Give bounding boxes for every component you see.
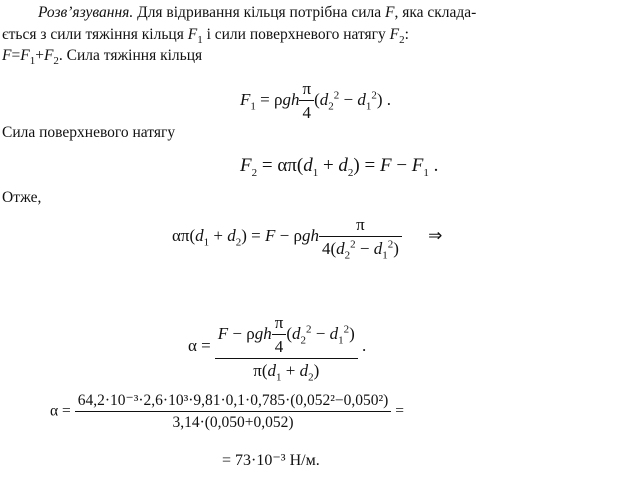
numeric-numerator: 64,2·10⁻³·2,6·10³·9,81·0,1·0,785·(0,052²−0,050²)	[77, 392, 389, 409]
result-unit: Н/м.	[289, 452, 320, 469]
formula-gravity-force: $F_1 = \rho gh$ $\frac{\pi}{4}$ $(d_2^2 - d_1^2)$ .	[240, 79, 391, 122]
fraction-numeric	[75, 391, 392, 433]
formula-numeric: α = $\frac{\text{64,2·10⁻³·2,6·10³·9,81·0,1·0,785·(0,052²−0,050²)}}{3,14\cdot(0,050+0,052)}$ =	[50, 392, 404, 431]
formula-surface-tension-force: $F_2 = \alpha\pi(d_1 + d_2) = F - F_1$ .	[240, 155, 439, 179]
text-segment: . Сила тяжіння кільця	[58, 47, 203, 64]
var-F1: F	[187, 26, 198, 43]
inline-formula: F	[2, 47, 12, 64]
text-segment: ється з сили тяжіння кільця	[2, 26, 188, 43]
text-segment: :	[404, 26, 409, 43]
subscript: 2	[399, 34, 405, 47]
subscript: 1	[197, 34, 203, 47]
var-F2: F	[389, 26, 400, 43]
result-value: = 73·10⁻³	[222, 452, 286, 469]
paragraph-line-2	[2, 26, 409, 47]
implies-arrow-icon: ⇒	[428, 225, 443, 245]
formula-alpha-solved: α = F − ρgh $\frac{\pi}{4}$ $(d_2^2 - d_1^2)$ $\pi(d_1 + d_2)$ .	[188, 313, 367, 384]
paragraph-line-1	[38, 4, 476, 22]
paragraph-line-3: $F=F_1+F_2$. Сила тяжіння кільця	[2, 47, 203, 68]
text-segment: Для відривання кільця потрібна сила	[133, 4, 385, 21]
solution-heading: Розв’язування.	[38, 4, 134, 21]
fraction-pi-over-4: $\frac{\pi}{4}$	[299, 78, 314, 124]
formula-result	[222, 452, 320, 470]
text-segment: , яка склада-	[394, 4, 477, 21]
fraction-pi-over-area: $\frac{\pi}{4(d_2^2 - d_1^2)}$	[319, 214, 402, 260]
fraction-alpha: F − ρgh $\frac{\pi}{4}$ $(d_2^2 - d_1^2)$ $\pi(d_1 + d_2)$	[215, 312, 358, 382]
var-F: F	[384, 4, 395, 21]
numeric-denominator: 3,14·(0,050+0,052)	[75, 411, 392, 433]
label-surface-tension: Сила поверхневого натягу	[2, 124, 176, 141]
text-segment: і сили поверхневого натягу	[202, 26, 390, 43]
label-therefore: Отже,	[2, 189, 42, 206]
formula-alpha-equation: $\alpha\pi(d_1 + d_2) = F - \rho gh$ $\frac{\pi}{4(d_2^2 - d_1^2)}$ ⇒	[172, 215, 443, 262]
